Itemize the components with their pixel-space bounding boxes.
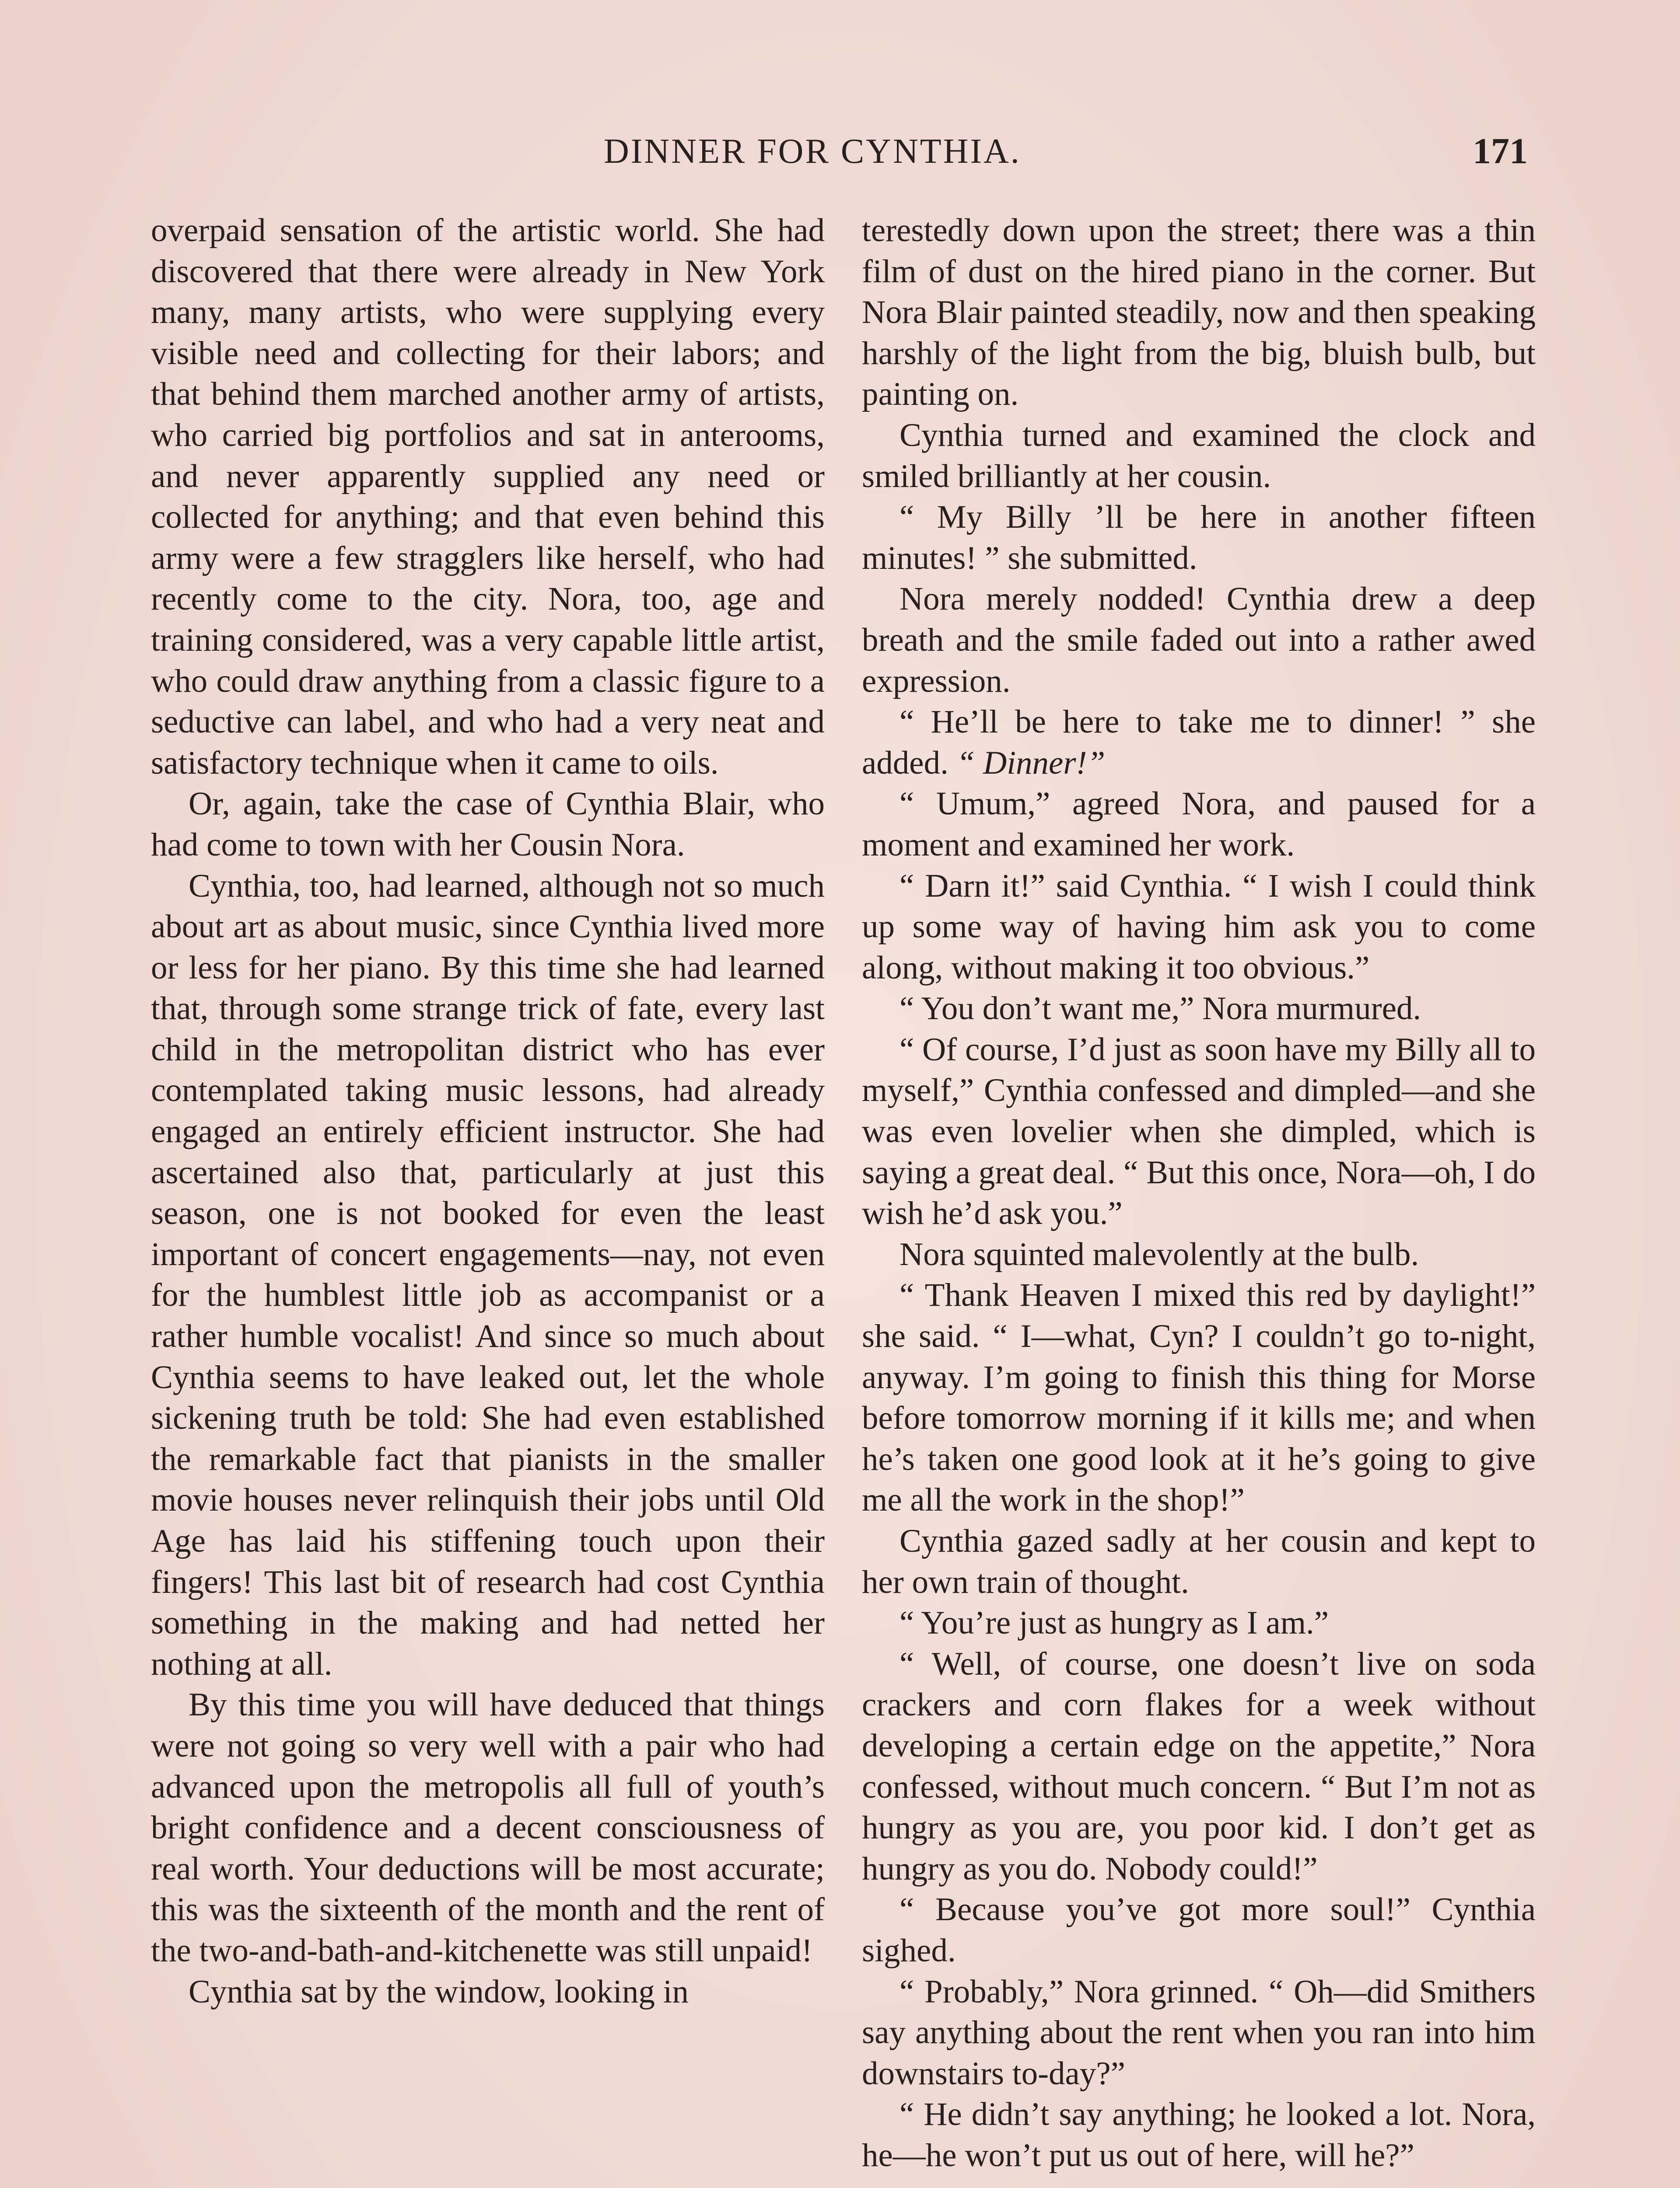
paragraph: By this time you will have deduced that things were not going so very well with a pair who had advanced upon the metropolis all full of youth’s bright confidence and a decent consciousness of real worth. Your deductions will be most accurate; this was the sixteenth of the month and the rent of the two-and-bath-and-kitchenette was still unpaid! (151, 1687, 825, 1969)
paragraph: “ He didn’t say anything; he looked a lot. Nora, he—he won’t put us out of here, will he?” (862, 2096, 1536, 2174)
paragraph: Cynthia turned and examined the clock and smiled brilliantly at her cousin. (862, 417, 1536, 494)
paragraph: “ Thank Heaven I mixed this red by daylight!” she said. “ I—what, Cyn? I couldn’t go to-night, anyway. I’m going to finish this thing for Morse before tomorrow morning if it kills me; and when he’s taken one good look at it he’s going to give me all the work in the shop!” (862, 1277, 1536, 1518)
paragraph: Nora merely nodded! Cynthia drew a deep breath and the smile faded out into a rather awed expression. (862, 581, 1536, 699)
paragraph: “ Darn it!” said Cynthia. “ I wish I could think up some way of having him ask you to come along, without making it too obvious.” (862, 867, 1536, 986)
paragraph: “ You’re just as hungry as I am.” (900, 1605, 1329, 1641)
paragraph: overpaid sensation of the artistic world. She had discovered that there were already in New York many, many artists, who were supplying every visible need and collecting for their labors; and that behind them marched another army of artists, who carried big portfolios and sat in anterooms, and never apparently supplied any need or collected for anything; and that even behind this army were a few stragglers like herself, who had recently come to the city. Nora, too, age and training considered, was a very capable little artist, who could draw anything from a classic figure to a seductive can label, and who had a very neat and satisfactory technique when it came to oils. (151, 212, 825, 781)
paragraph: “ Umum,” agreed Nora, and paused for a moment and examined her work. (862, 785, 1536, 863)
paragraph: Cynthia gazed sadly at her cousin and kept to her own train of thought. (862, 1523, 1536, 1600)
paragraph: Nora squinted malevolently at the bulb. (900, 1236, 1419, 1273)
paragraph: “ Because you’ve got more soul!” Cynthia sighed. (862, 1891, 1536, 1969)
paragraph: terestedly down upon the street; there was a thin film of dust on the hired piano in the corner. But Nora Blair painted steadily, now and then speaking harshly of the light from the big, bluish bulb, but painting on. (862, 212, 1536, 413)
paragraph: Or, again, take the case of Cynthia Blair, who had come to town with her Cousin Nora. (151, 785, 825, 863)
paragraph: “ My Billy ’ll be here in another fifteen minutes! ” she submitted. (862, 499, 1536, 576)
page-number: 171 (1473, 131, 1528, 172)
paragraph: “ Well, of course, one doesn’t live on soda crackers and corn flakes for a week without developing a certain edge on the appetite,” Nora confessed, without much concern. “ But I’m not as hungry as you are, you poor kid. I don’t get as hungry as you do. Nobody could!” (862, 1645, 1536, 1887)
right-column (862, 210, 1536, 2176)
paragraph: “ Of course, I’d just as soon have my Billy all to myself,” Cynthia confessed and dimpled—and she was even lovelier when she dimpled, which is saying a great deal. “ But this once, Nora—oh, I do wish he’d ask you.” (862, 1031, 1536, 1232)
paragraph (862, 701, 1536, 783)
italic-emphasis: “ Dinner!” (956, 744, 1106, 781)
paragraph: “ You don’t want me,” Nora murmured. (900, 990, 1421, 1027)
paragraph: “ Probably,” Nora grinned. “ Oh—did Smithers say anything about the rent when you ran into him downstairs to-day?” (862, 1973, 1536, 2092)
paragraph: Cynthia sat by the window, looking in (189, 1973, 689, 2010)
left-column (151, 210, 825, 2012)
running-head-title: DINNER FOR CYNTHIA. (604, 132, 1021, 171)
paragraph-text: “ He’ll be here to take me to dinner! ” she added. (862, 704, 1536, 781)
paragraph: Cynthia, too, had learned, although not so much about art as about music, since Cynthia lived more or less for her piano. By this time she had learned that, through some strange trick of fate, every last child in the metropolitan district who has ever contemplated taking music lessons, had already engaged an entirely efficient instructor. She had ascertained also that, particularly at just this season, one is not booked for even the least important of concert engagements—nay, not even for the humblest little job as accompanist or a rather humble vocalist! And since so much about Cynthia seems to have leaked out, let the whole sickening truth be told: She had even established the remarkable fact that pianists in the smaller movie houses never relinquish their jobs until Old Age has laid his stiffening touch upon their fingers! This last bit of research had cost Cynthia something in the making and had netted her nothing at all. (151, 867, 825, 1682)
